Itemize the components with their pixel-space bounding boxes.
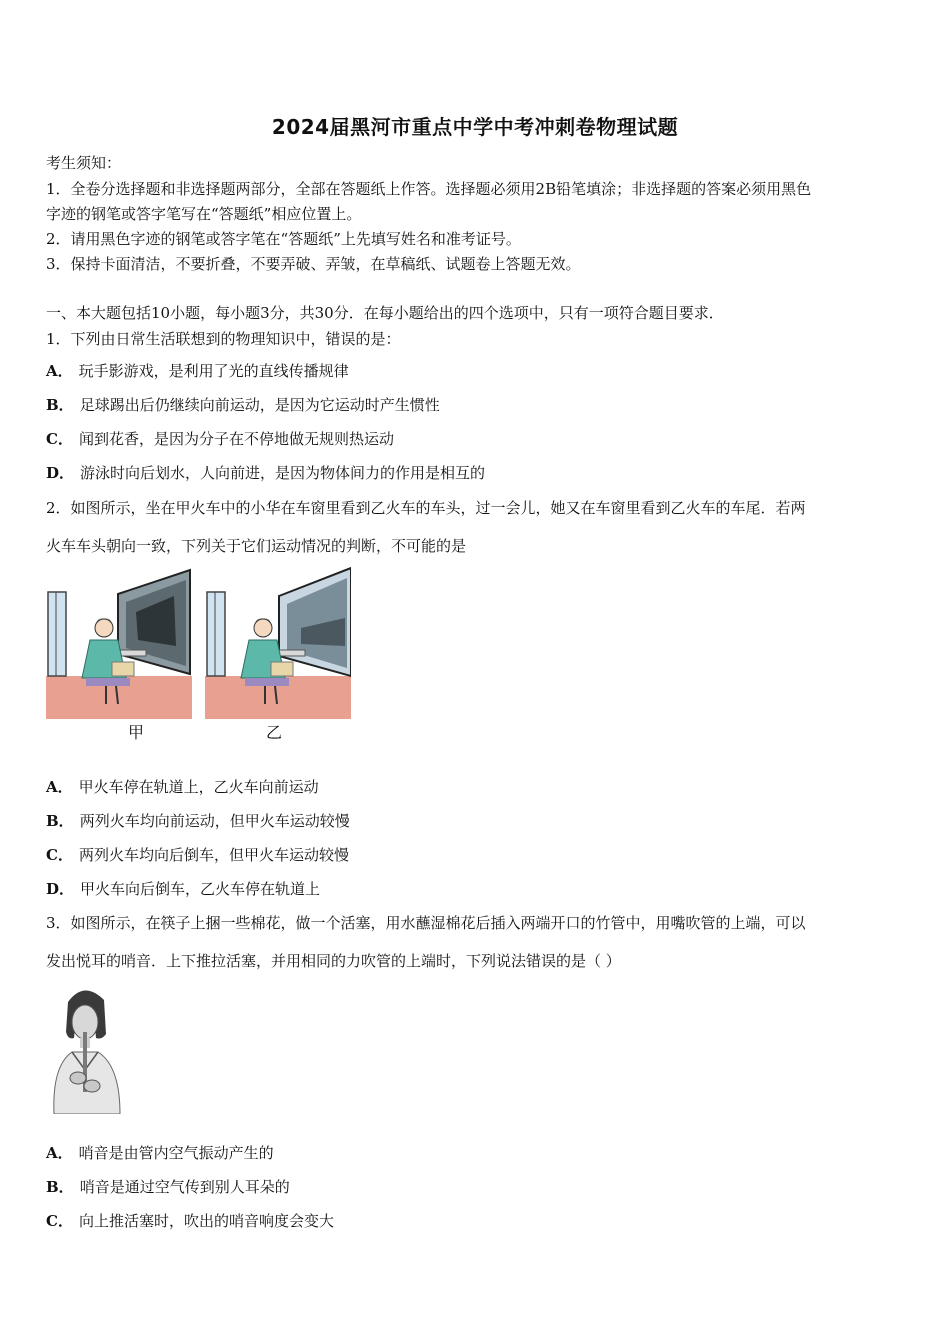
option-text: 甲火车向后倒车，乙火车停在轨道上: [80, 880, 321, 898]
option-text: 甲火车停在轨道上，乙火车向前运动: [78, 778, 319, 796]
notice-heading: 考生须知：: [46, 154, 122, 172]
q2-option-b: [46, 810, 350, 831]
option-text: 哨音是通过空气传到别人耳朵的: [79, 1178, 290, 1196]
q2-stem-line2: 火车车头朝向一致，下列关于它们运动情况的判断，不可能的是: [46, 537, 467, 555]
section-heading: 一、本大题包括10小题，每小题3分，共30分．在每小题给出的四个选项中，只有一项符合题目要求．: [46, 304, 724, 322]
option-letter: A．: [46, 778, 73, 796]
option-letter: A．: [46, 1144, 73, 1162]
q2-option-a: [46, 776, 319, 797]
option-text: 两列火车均向后倒车，但甲火车运动较慢: [78, 846, 349, 864]
option-text: 闻到花香，是因为分子在不停地做无规则热运动: [78, 430, 394, 448]
option-text: 向上推活塞时，吹出的哨音响度会变大: [78, 1212, 334, 1230]
q1-option-c: [46, 428, 394, 449]
q2-option-c: [46, 844, 349, 865]
option-text: 游泳时向后划水，人向前进，是因为物体间力的作用是相互的: [80, 464, 486, 482]
notice-item-3: 3．保持卡面清洁，不要折叠，不要弄破、弄皱，在草稿纸、试题卷上答题无效。: [46, 255, 581, 273]
option-letter: D．: [46, 464, 75, 482]
notice-item-1-cont: 字迹的钢笔或答字笔写在“答题纸”相应位置上。: [46, 205, 362, 223]
figure-caption-jia: 甲: [128, 723, 145, 742]
option-letter: C．: [46, 846, 73, 864]
option-text: 两列火车均向前运动，但甲火车运动较慢: [79, 812, 350, 830]
option-text: 足球踢出后仍继续向前运动，是因为它运动时产生惯性: [79, 396, 440, 414]
option-letter: B．: [46, 812, 74, 830]
option-letter: C．: [46, 430, 73, 448]
q3-stem-line1: 3．如图所示，在筷子上捆一些棉花，做一个活塞，用水蘸湿棉花后插入两端开口的竹管中，用嘴吹管的上端，可以: [46, 914, 806, 932]
q2-stem-line1: 2．如图所示，坐在甲火车中的小华在车窗里看到乙火车的车头，过一会儿，她又在车窗里看到乙火车的车尾．若两: [46, 499, 806, 517]
option-letter: C．: [46, 1212, 73, 1230]
option-letter: B．: [46, 396, 74, 414]
option-letter: A．: [46, 362, 73, 380]
q1-option-b: [46, 394, 440, 415]
page-title: 2024届黑河市重点中学中考冲刺卷物理试题: [271, 115, 679, 139]
q3-option-a: [46, 1142, 274, 1163]
q2-option-d: [46, 878, 320, 899]
q3-stem-line2: 发出悦耳的哨音．上下推拉活塞，并用相同的力吹管的上端时，下列说法错误的是（ ）: [46, 952, 621, 970]
q1-option-d: [46, 462, 485, 483]
figure-caption-yi: 乙: [266, 723, 283, 742]
option-text: 哨音是由管内空气振动产生的: [78, 1144, 274, 1162]
train-figure-jia: [46, 566, 192, 719]
q1-stem: 1．下列由日常生活联想到的物理知识中，错误的是：: [46, 330, 401, 348]
girl-whistle-figure: [44, 982, 128, 1114]
q3-option-c: [46, 1210, 334, 1231]
notice-item-1: 1．全卷分选择题和非选择题两部分，全部在答题纸上作答。选择题必须用2B铅笔填涂；非选择题的答案必须用黑色: [46, 180, 812, 198]
train-figure-yi: [205, 566, 351, 719]
option-text: 玩手影游戏，是利用了光的直线传播规律: [78, 362, 349, 380]
q3-option-b: [46, 1176, 290, 1197]
option-letter: B．: [46, 1178, 74, 1196]
option-letter: D．: [46, 880, 75, 898]
q1-option-a: [46, 360, 349, 381]
notice-item-2: 2．请用黑色字迹的钢笔或答字笔在“答题纸”上先填写姓名和准考证号。: [46, 230, 521, 248]
